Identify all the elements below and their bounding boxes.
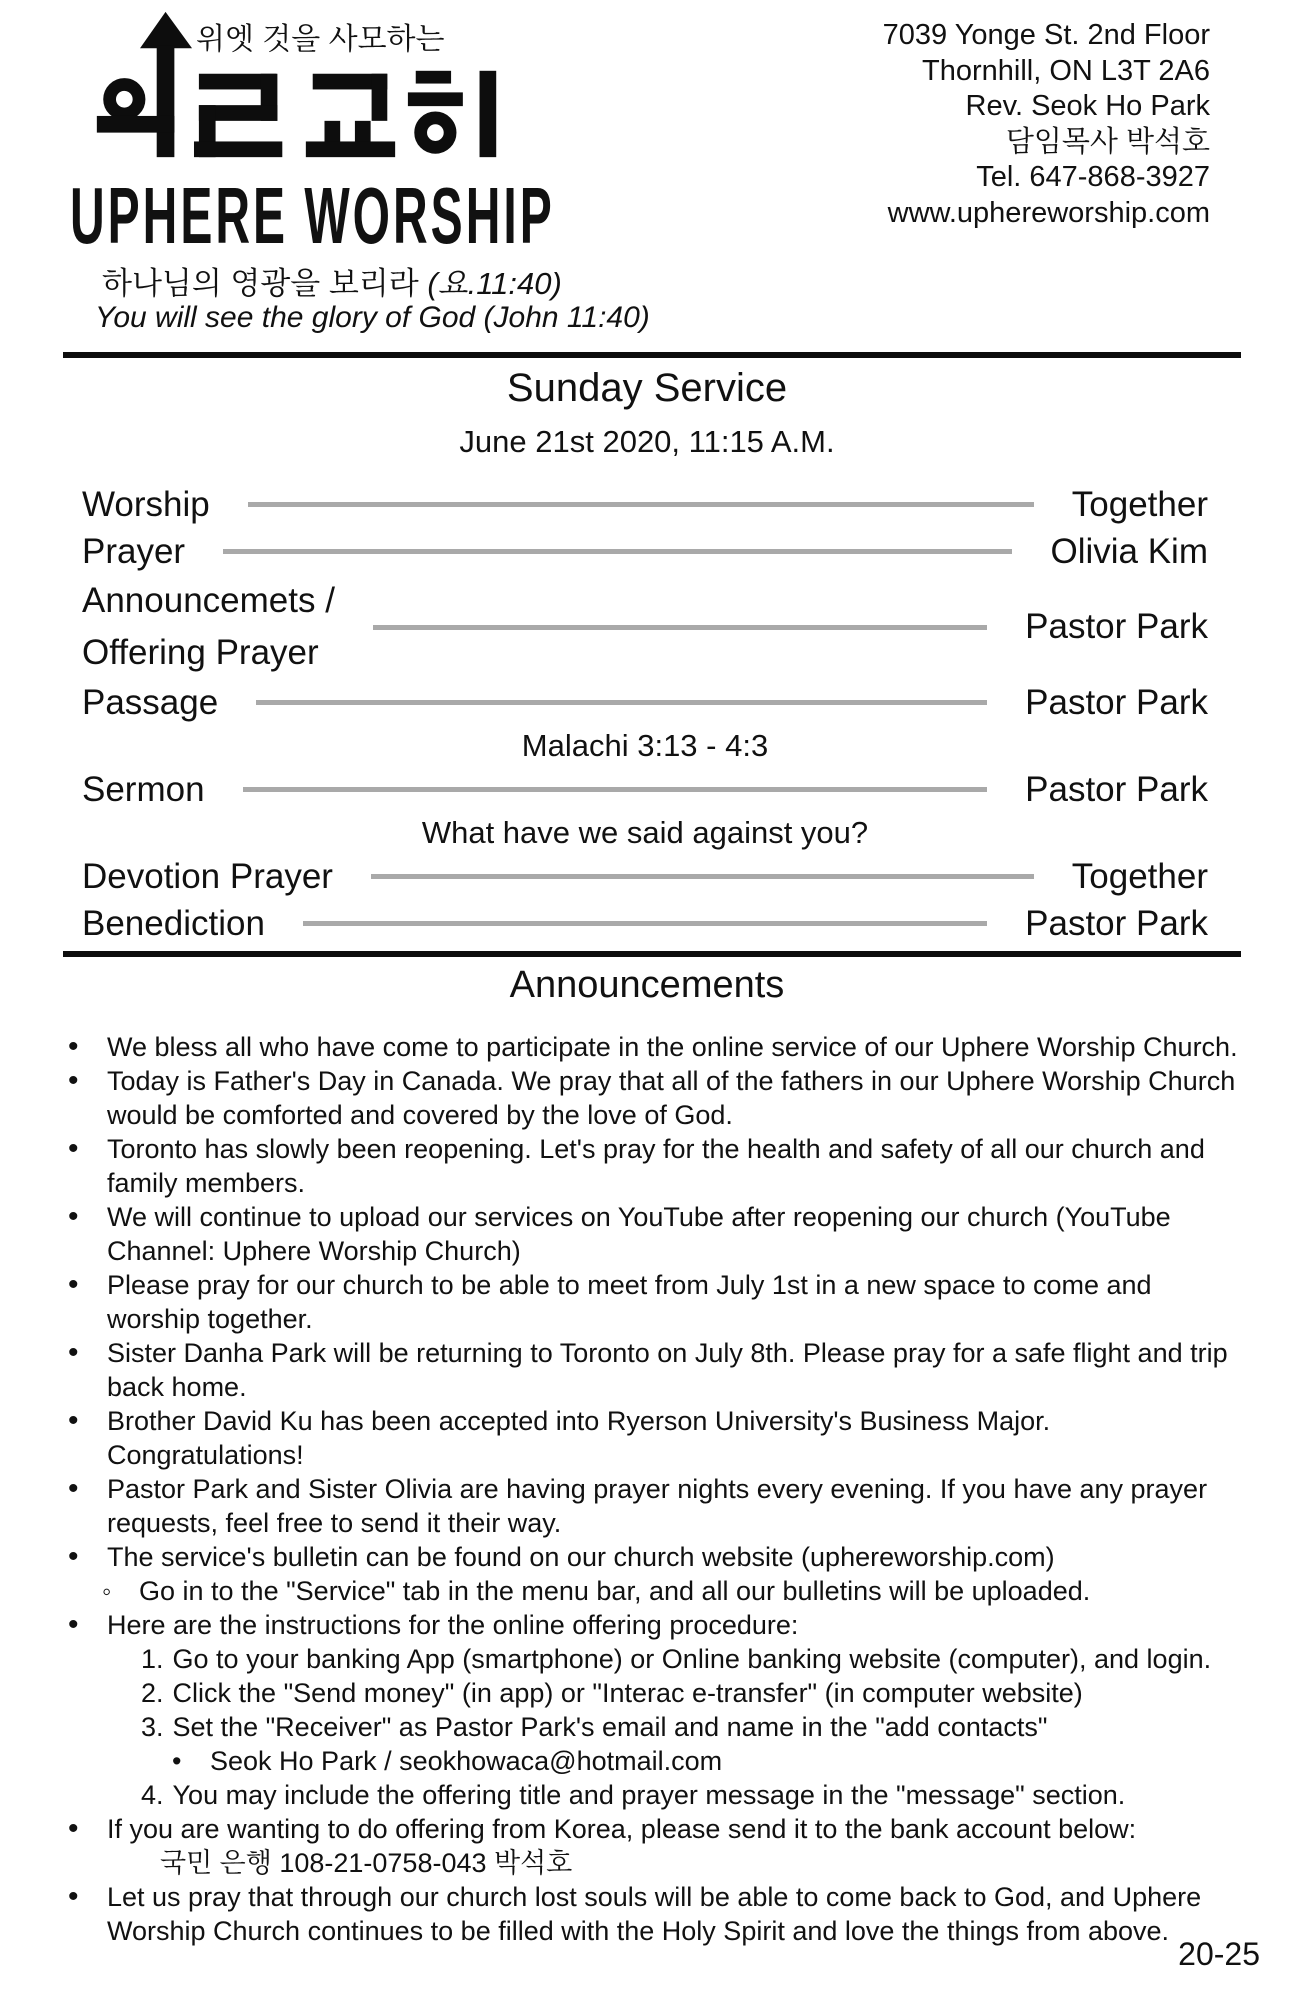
service-item-label (82, 485, 210, 525)
contact-website: www.uphereworship.com (887, 196, 1210, 229)
service-item-label (82, 770, 205, 810)
list-number: 2. (141, 1678, 164, 1708)
page-number: 20-25 (1178, 1936, 1260, 1972)
contact-block (883, 18, 1210, 231)
service-item-person: Olivia Kim (1050, 531, 1208, 571)
announcement-item: • Seok Ho Park / seokhowaca@hotmail.com (40, 1744, 1238, 1778)
service-item-label-line: Passage (82, 682, 219, 722)
verse-korean (102, 258, 562, 303)
service-item-label-line: Sermon (82, 769, 205, 809)
service-item-person: Pastor Park (1025, 607, 1208, 646)
service-item-label-line: Benediction (82, 903, 265, 943)
announcement-item: • The service's bulletin can be found on our church website (uphereworship.com) (40, 1540, 1238, 1574)
service-row (82, 766, 1208, 813)
service-row (82, 900, 1208, 947)
announcements-title: Announcements (509, 964, 785, 1006)
announcement-text: Set the "Receiver" as Pastor Park's email and name in the "add contacts" (172, 1712, 1048, 1742)
contact-phone: Tel. 647-868-3927 (976, 161, 1210, 193)
contact-pastor-korean: 담임목사 박석호 (1005, 125, 1210, 158)
announcement-item: 국민 은행 108-21-0758-043 박석호 (160, 1848, 573, 1878)
announcements-list (40, 1030, 1238, 1948)
service-item-person: Pastor Park (1025, 682, 1208, 722)
list-number: 1. (141, 1644, 164, 1674)
service-item-label (82, 857, 333, 897)
announcement-item: • Pastor Park and Sister Olivia are having prayer nights every evening. If you have any prayer requests, feel free to send it their way. (40, 1472, 1238, 1540)
leader-line (303, 921, 987, 926)
announcement-text: Go to your banking App (smartphone) or Online banking website (computer), and login. (172, 1644, 1212, 1674)
announcement-item: • Here are the instructions for the online offering procedure: (40, 1608, 1238, 1642)
verse-english: You will see the glory of God (John 11:40) (95, 301, 650, 334)
verse-korean-ref: (요.11:40) (427, 266, 562, 301)
service-item-label-line: Offering Prayer (82, 633, 319, 672)
service-item-label (82, 575, 335, 679)
divider-rule-top (63, 352, 1241, 358)
announcement-item (40, 1778, 1238, 1812)
service-row (82, 575, 1208, 679)
verse-korean-text: 하나님의 영광을 보리라 (102, 266, 428, 301)
announcement-item: • Let us pray that through our church lost souls will be able to come back to God, and Uphere Worship Church continues to be filled with the Holy Spirit and love the things from above. (40, 1880, 1238, 1948)
leader-line (371, 874, 1034, 879)
announcement-item (40, 1676, 1238, 1710)
service-row (82, 679, 1208, 726)
service-item-note: What have we said against you? (421, 815, 869, 850)
service-item-person: Together (1071, 484, 1208, 524)
service-datetime: June 21st 2020, 11:15 A.M. (459, 424, 835, 459)
service-item-label (82, 683, 218, 723)
service-item-person: Pastor Park (1025, 903, 1208, 943)
church-name-english: UPHERE WORSHIP (70, 171, 555, 260)
contact-address-line1: 7039 Yonge St. 2nd Floor (882, 19, 1210, 51)
leader-line (248, 502, 1034, 507)
announcement-item: • Today is Father's Day in Canada. We pray that all of the fathers in our Uphere Worship Church would be comforted and covered by the love of God. (40, 1064, 1238, 1132)
contact-address-line2: Thornhill, ON L3T 2A6 (922, 54, 1210, 87)
announcement-item: • Brother David Ku has been accepted into Ryerson University's Business Major. Congratulations! (40, 1404, 1238, 1472)
announcement-item: ◦ Go in to the "Service" tab in the menu bar, and all our bulletins will be uploaded. (40, 1574, 1238, 1608)
service-item-label-line: Prayer (82, 531, 186, 571)
service-row (82, 528, 1208, 575)
announcement-text: You may include the offering title and prayer message in the "message" section. (172, 1780, 1126, 1810)
service-item-label-line: Devotion Prayer (82, 856, 333, 896)
announcement-item: • We will continue to upload our services on YouTube after reopening our church (YouTube Channel: Uphere Worship Church) (40, 1200, 1238, 1268)
announcement-item (40, 1710, 1238, 1744)
leader-line (373, 625, 987, 630)
announcement-item: • Please pray for our church to be able to meet from July 1st in a new space to come and worship together. (40, 1268, 1238, 1336)
up-arrow-icon (140, 12, 192, 157)
contact-pastor-english: Rev. Seok Ho Park (965, 90, 1210, 122)
service-item-label-line: Announcemets / (82, 581, 335, 620)
service-row (82, 853, 1208, 900)
announcement-item: • We bless all who have come to participate in the online service of our Uphere Worship Church. (40, 1030, 1238, 1064)
service-item-label (82, 904, 265, 944)
announcement-item: • Toronto has slowly been reopening. Let's pray for the health and safety of all our church and family members. (40, 1132, 1238, 1200)
announcement-text: Click the "Send money" (in app) or "Interac e-transfer" (in computer website) (172, 1678, 1083, 1708)
leader-line (223, 549, 1012, 554)
list-number: 4. (141, 1780, 164, 1810)
logo-top-tagline: 위엣 것을 사모하는 (196, 23, 445, 56)
announcement-item (40, 1642, 1238, 1676)
divider-rule-middle (63, 951, 1241, 957)
service-title: Sunday Service (506, 366, 788, 410)
service-order-list (82, 481, 1208, 947)
leader-line (256, 700, 987, 705)
announcement-item: • If you are wanting to do offering from Korea, please send it to the bank account below: (40, 1812, 1238, 1846)
service-item-person: Pastor Park (1025, 769, 1208, 809)
announcement-item: • Sister Danha Park will be returning to Toronto on July 8th. Please pray for a safe flight and trip back home. (40, 1336, 1238, 1404)
leader-line (243, 787, 988, 792)
list-number: 3. (141, 1712, 164, 1742)
service-item-label-line: Worship (82, 484, 210, 524)
service-item-label (82, 532, 185, 572)
service-row (82, 481, 1208, 528)
service-item-person: Together (1071, 856, 1208, 896)
service-item-note: Malachi 3:13 - 4:3 (521, 728, 769, 763)
